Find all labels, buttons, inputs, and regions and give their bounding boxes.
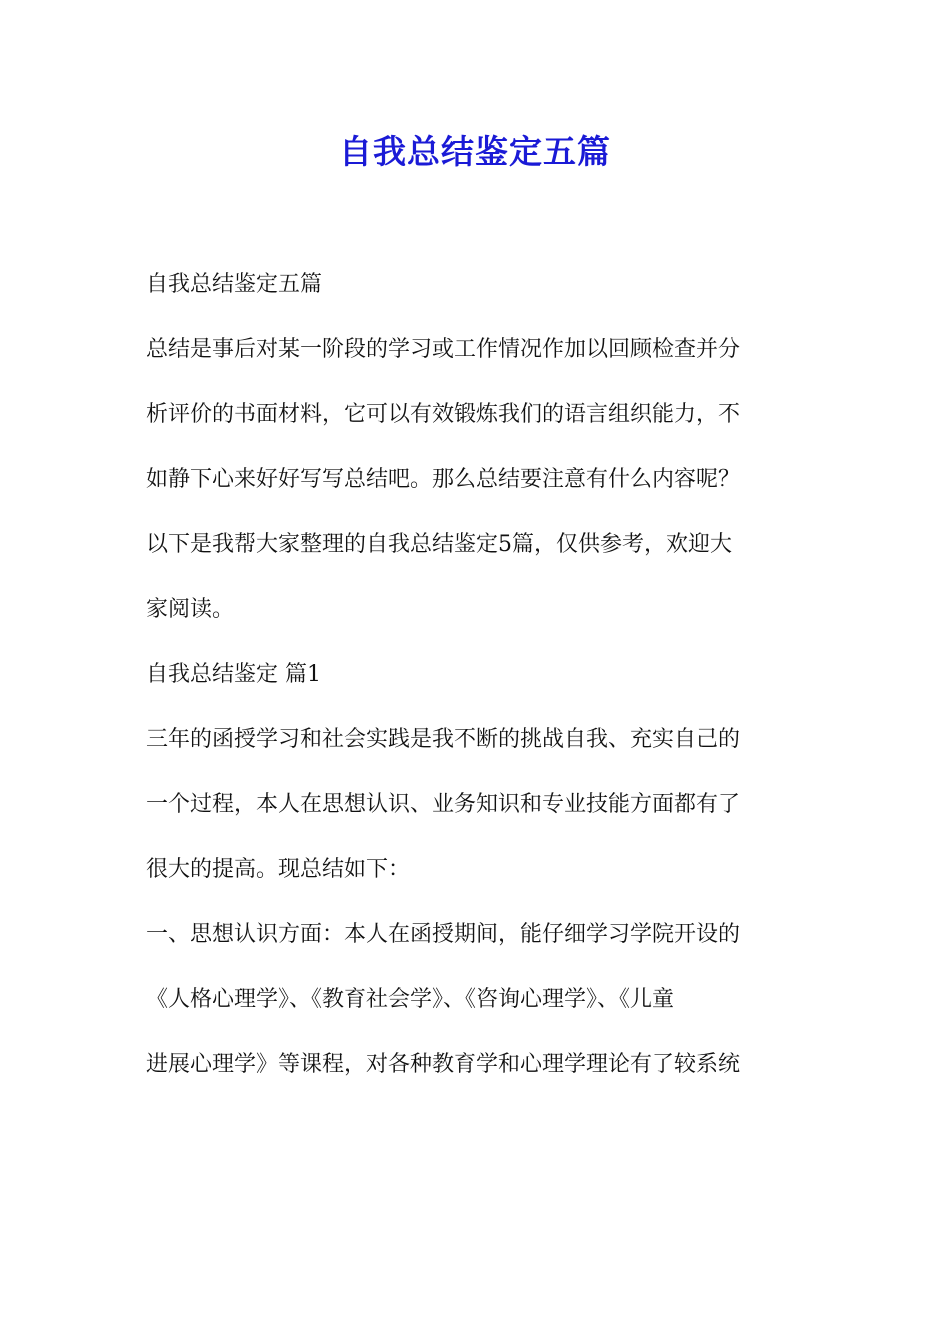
- line-gap: [146, 957, 810, 977]
- line-gap: [146, 502, 810, 522]
- subtitle: 自我总结鉴定五篇: [146, 272, 323, 297]
- point-line: 一、思想认识方面：本人在函授期间，能仔细学习学院开设的: [146, 922, 741, 947]
- paragraph-gap: [146, 632, 810, 652]
- intro-line: 如静下心来好好写写总结吧。那么总结要注意有什么内容呢？: [146, 467, 741, 492]
- point-line: 《人格心理学》、《教育社会学》、《咨询心理学》、《儿童: [146, 987, 675, 1012]
- intro-line: 以下是我帮大家整理的自我总结鉴定5篇，仅供参考，欢迎大: [146, 532, 732, 557]
- section-line: 三年的函授学习和社会实践是我不断的挑战自我、充实自己的: [146, 727, 741, 752]
- line-gap: [146, 567, 810, 587]
- section-heading: 自我总结鉴定 篇1: [146, 662, 321, 687]
- line-gap: [146, 437, 810, 457]
- line-gap: [146, 1022, 810, 1042]
- paragraph-gap: [146, 307, 810, 327]
- line-gap: [146, 762, 810, 782]
- intro-line: 家阅读。: [146, 597, 235, 622]
- section-line: 一个过程，本人在思想认识、业务知识和专业技能方面都有了: [146, 792, 741, 817]
- paragraph-gap: [146, 697, 810, 717]
- paragraph-gap: [146, 892, 810, 912]
- document-title: 自我总结鉴定五篇: [339, 132, 611, 171]
- intro-line: 总结是事后对某一阶段的学习或工作情况作加以回顾检查并分: [146, 337, 741, 362]
- document-body: [146, 262, 810, 1087]
- intro-line: 析评价的书面材料，它可以有效锻炼我们的语言组织能力，不: [146, 402, 741, 427]
- line-gap: [146, 372, 810, 392]
- point-line: 进展心理学》等课程，对各种教育学和心理学理论有了较系统: [146, 1052, 741, 1077]
- line-gap: [146, 827, 810, 847]
- section-line: 很大的提高。现总结如下：: [146, 857, 411, 882]
